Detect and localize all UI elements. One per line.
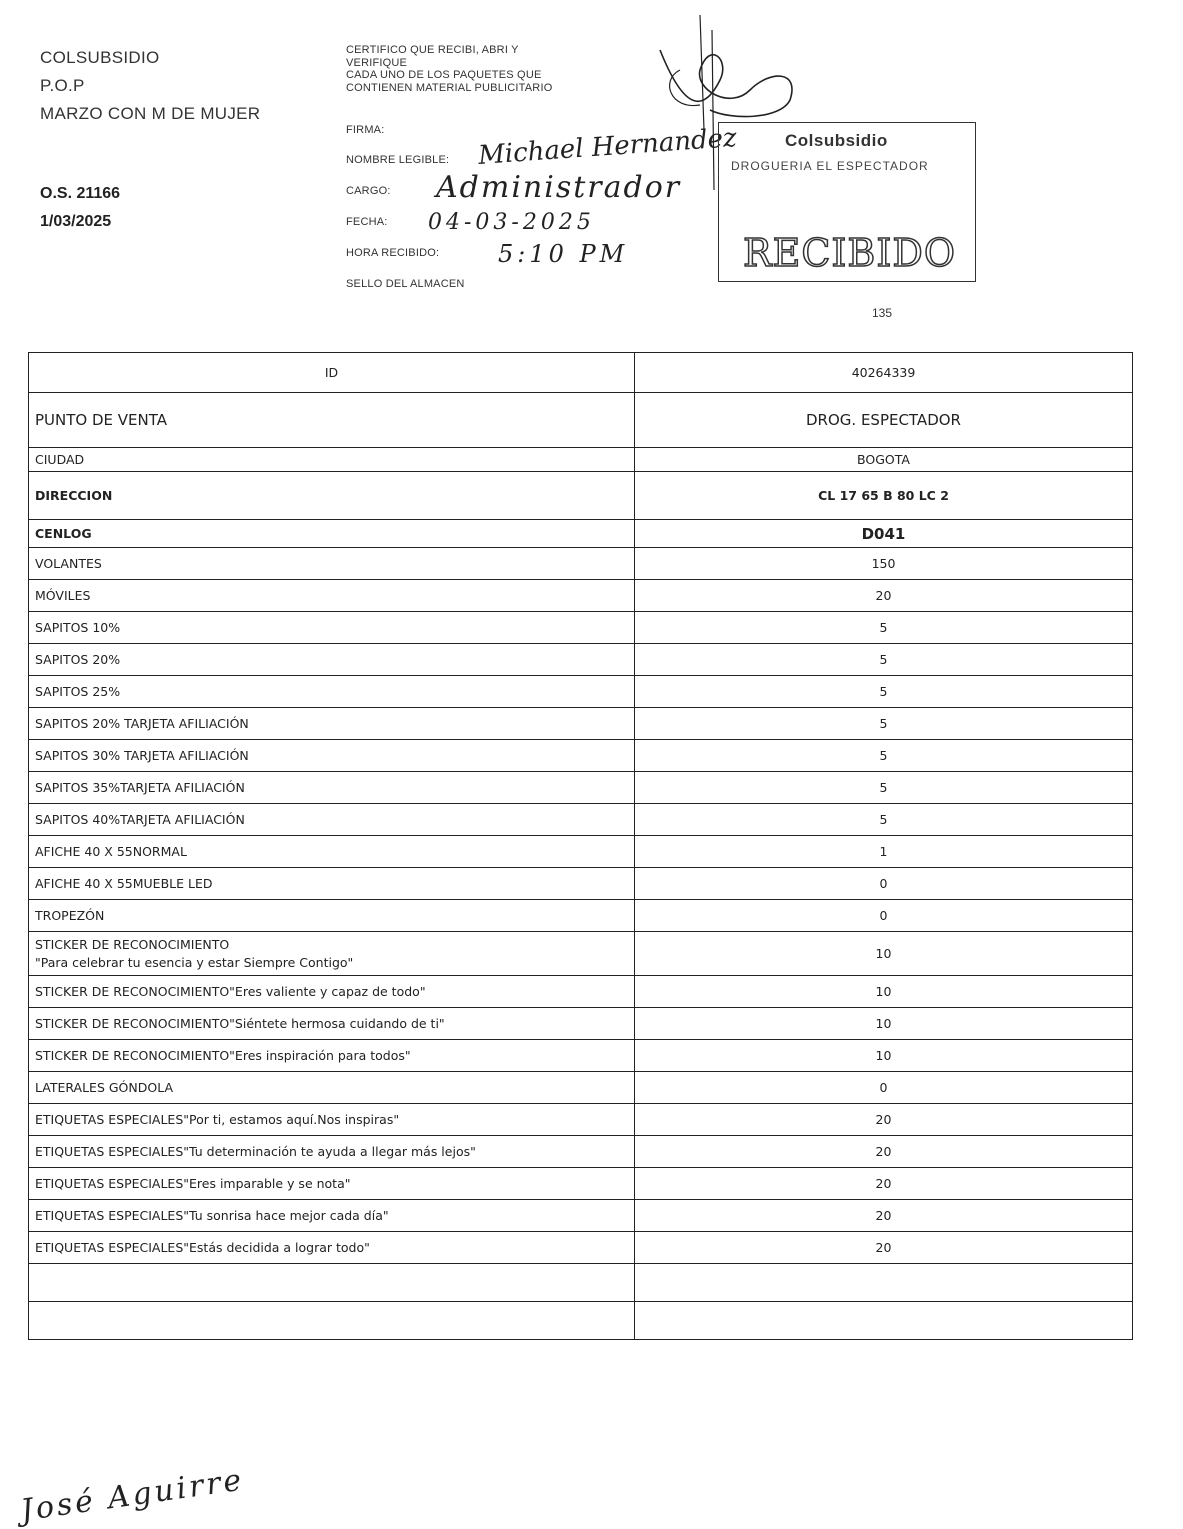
id-label: ID — [29, 353, 635, 393]
stamp-store: DROGUERIA EL ESPECTADOR — [731, 159, 929, 173]
row-label: AFICHE 40 X 55MUEBLE LED — [29, 868, 635, 900]
row-label-line-1: STICKER DE RECONOCIMIENTO — [35, 936, 230, 952]
row-label: CIUDAD — [29, 448, 635, 472]
row-value: DROG. ESPECTADOR — [635, 393, 1133, 448]
table-row — [29, 448, 1133, 472]
campaign-name: MARZO CON M DE MUJER — [40, 104, 261, 123]
row-value: 150 — [635, 548, 1133, 580]
table-row-id — [29, 353, 1133, 393]
certificate-line-1: CERTIFICO QUE RECIBI, ABRI Y — [346, 44, 519, 56]
table-row — [29, 1168, 1133, 1200]
certificate-line-2: VERIFIQUE — [346, 56, 408, 69]
row-value: 20 — [635, 1168, 1133, 1200]
table-row — [29, 1072, 1133, 1104]
table-row — [29, 612, 1133, 644]
header-company-block — [40, 44, 260, 128]
hora-label: HORA RECIBIDO: — [346, 247, 440, 259]
table-row — [29, 772, 1133, 804]
row-label: LATERALES GÓNDOLA — [29, 1072, 635, 1104]
row-label: ETIQUETAS ESPECIALES"Tu determinación te ayuda a llegar más lejos" — [29, 1136, 635, 1168]
row-label: TROPEZÓN — [29, 900, 635, 932]
table-row — [29, 472, 1133, 520]
row-value: D041 — [635, 520, 1133, 548]
row-value: 10 — [635, 1008, 1133, 1040]
order-number: O.S. 21166 — [40, 185, 121, 202]
empty-cell — [29, 1264, 635, 1302]
row-value: 0 — [635, 900, 1133, 932]
cargo-label: CARGO: — [346, 185, 391, 197]
row-value: 5 — [635, 612, 1133, 644]
table-row — [29, 1200, 1133, 1232]
table-row — [29, 1040, 1133, 1072]
row-value: 20 — [635, 1200, 1133, 1232]
row-label: DIRECCION — [29, 472, 635, 520]
table-row — [29, 900, 1133, 932]
footer-signature: José Aguirre — [18, 1462, 247, 1529]
row-value: 1 — [635, 836, 1133, 868]
table-row — [29, 740, 1133, 772]
stamp-word: RECIBIDO — [743, 231, 956, 275]
row-label: SAPITOS 40%TARJETA AFILIACIÓN — [29, 804, 635, 836]
firma-label: FIRMA: — [346, 124, 385, 136]
table-row — [29, 1136, 1133, 1168]
row-value: 20 — [635, 1136, 1133, 1168]
table-row — [29, 580, 1133, 612]
row-label: SAPITOS 25% — [29, 676, 635, 708]
table-row — [29, 520, 1133, 548]
table-row — [29, 676, 1133, 708]
company-name: COLSUBSIDIO — [40, 48, 160, 67]
row-label: STICKER DE RECONOCIMIENTO"Eres valiente y capaz de todo" — [29, 976, 635, 1008]
table-row — [29, 976, 1133, 1008]
table-row — [29, 644, 1133, 676]
row-label: SAPITOS 30% TARJETA AFILIACIÓN — [29, 740, 635, 772]
row-value: 5 — [635, 740, 1133, 772]
row-value: 10 — [635, 976, 1133, 1008]
sello-label: SELLO DEL ALMACEN — [346, 278, 465, 290]
row-value: 0 — [635, 868, 1133, 900]
certificate-line-4: CONTIENEN MATERIAL PUBLICITARIO — [346, 81, 553, 94]
row-label: CENLOG — [29, 520, 635, 548]
row-label — [29, 932, 635, 976]
row-value: 0 — [635, 1072, 1133, 1104]
certificate-text — [346, 44, 606, 94]
table-row — [29, 868, 1133, 900]
table-row-empty — [29, 1302, 1133, 1340]
id-value: 40264339 — [635, 353, 1133, 393]
row-value: BOGOTA — [635, 448, 1133, 472]
material-table — [28, 352, 1133, 1340]
row-value: 20 — [635, 580, 1133, 612]
certificate-line-3: CADA UNO DE LOS PAQUETES QUE — [346, 69, 542, 81]
row-label: AFICHE 40 X 55NORMAL — [29, 836, 635, 868]
empty-cell — [635, 1302, 1133, 1340]
fecha-handwritten: 04-03-2025 — [428, 210, 595, 235]
row-label: SAPITOS 10% — [29, 612, 635, 644]
row-label: PUNTO DE VENTA — [29, 393, 635, 448]
empty-cell — [29, 1302, 635, 1340]
fecha-label: FECHA: — [346, 216, 388, 228]
row-label: STICKER DE RECONOCIMIENTO"Siéntete hermosa cuidando de ti" — [29, 1008, 635, 1040]
table-row — [29, 804, 1133, 836]
row-label-line-2: "Para celebrar tu esencia y estar Siempre Contigo" — [35, 954, 354, 970]
material-code: P.O.P — [40, 76, 85, 95]
table-row — [29, 932, 1133, 976]
row-label: MÓVILES — [29, 580, 635, 612]
row-value: 20 — [635, 1232, 1133, 1264]
nombre-handwritten: Michael Hernandez — [477, 123, 738, 171]
row-value: CL 17 65 B 80 LC 2 — [635, 472, 1133, 520]
table-row-empty — [29, 1264, 1133, 1302]
row-value: 10 — [635, 1040, 1133, 1072]
received-stamp — [718, 122, 976, 282]
table-row — [29, 1232, 1133, 1264]
row-value: 10 — [635, 932, 1133, 976]
row-value: 20 — [635, 1104, 1133, 1136]
page-number: 135 — [872, 306, 893, 320]
row-label: STICKER DE RECONOCIMIENTO"Eres inspiración para todos" — [29, 1040, 635, 1072]
row-label: ETIQUETAS ESPECIALES"Eres imparable y se nota" — [29, 1168, 635, 1200]
hora-handwritten: 5:10 PM — [498, 240, 629, 268]
order-block — [40, 180, 120, 236]
table-row — [29, 1104, 1133, 1136]
row-value: 5 — [635, 644, 1133, 676]
table-row — [29, 393, 1133, 448]
row-label: SAPITOS 20% — [29, 644, 635, 676]
table-row — [29, 708, 1133, 740]
row-label: SAPITOS 35%TARJETA AFILIACIÓN — [29, 772, 635, 804]
row-value: 5 — [635, 708, 1133, 740]
row-label: ETIQUETAS ESPECIALES"Tu sonrisa hace mejor cada día" — [29, 1200, 635, 1232]
row-label: ETIQUETAS ESPECIALES"Estás decidida a lograr todo" — [29, 1232, 635, 1264]
row-value: 5 — [635, 772, 1133, 804]
nombre-label: NOMBRE LEGIBLE: — [346, 154, 450, 166]
row-label: ETIQUETAS ESPECIALES"Por ti, estamos aquí.Nos inspiras" — [29, 1104, 635, 1136]
table-row — [29, 836, 1133, 868]
empty-cell — [635, 1264, 1133, 1302]
row-value: 5 — [635, 804, 1133, 836]
table-row — [29, 548, 1133, 580]
order-date: 1/03/2025 — [40, 213, 112, 230]
table-row — [29, 1008, 1133, 1040]
row-label: VOLANTES — [29, 548, 635, 580]
cargo-handwritten: Administrador — [436, 170, 682, 205]
row-label: SAPITOS 20% TARJETA AFILIACIÓN — [29, 708, 635, 740]
stamp-brand: Colsubsidio — [785, 131, 888, 150]
row-value: 5 — [635, 676, 1133, 708]
